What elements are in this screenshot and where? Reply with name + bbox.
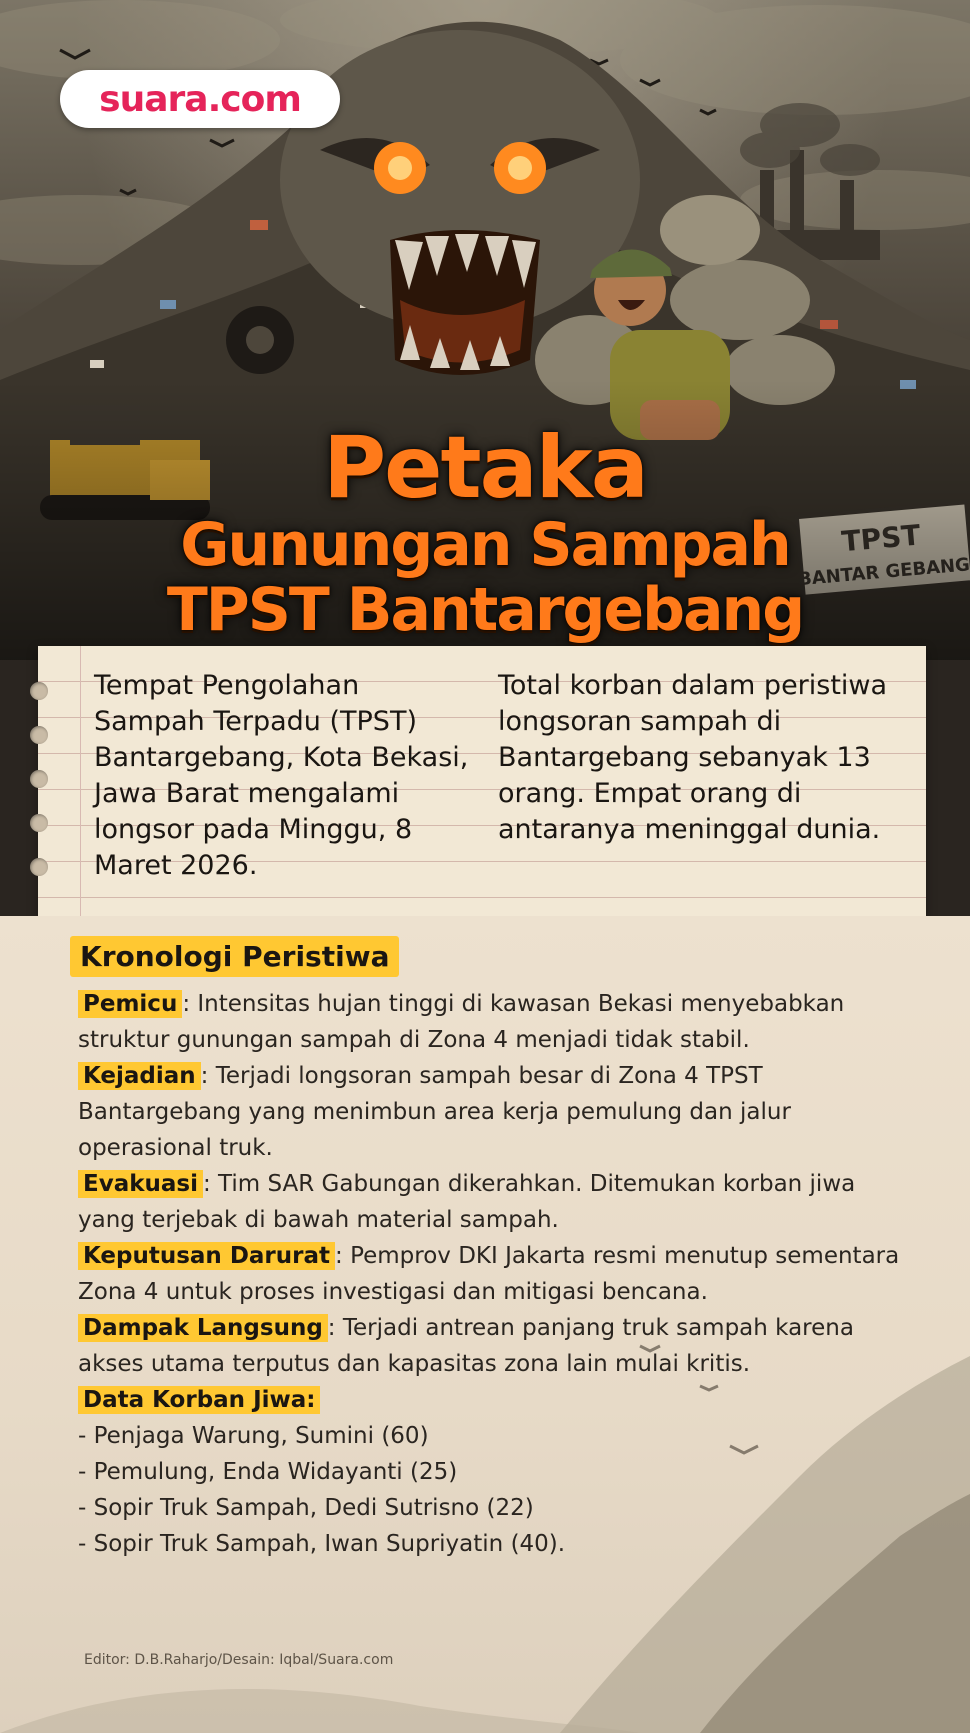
summary-right: Total korban dalam peristiwa longsoran sampah di Bantargebang sebanyak 13 orang. Empat orang di antaranya meninggal dunia. xyxy=(498,670,888,845)
summary-left: Tempat Pengolahan Sampah Terpadu (TPST) Bantargebang, Kota Bekasi, Jawa Barat mengalami longsor pada Minggu, 8 Maret 2026. xyxy=(94,670,469,881)
paper-margin-line xyxy=(80,646,81,916)
chronology-section xyxy=(0,916,970,1733)
item-text: : Intensitas hujan tinggi di kawasan Bekasi menyebabkan struktur gunungan sampah di Zona 4 menjadi tidak stabil. xyxy=(78,991,845,1053)
item-label: Dampak Langsung xyxy=(78,1314,328,1342)
item-text: : Pemprov DKI Jakarta resmi menutup sementara Zona 4 untuk proses investigasi dan mitigasi bencana. xyxy=(78,1243,900,1305)
hero-illustration xyxy=(0,0,970,660)
victims-heading-row xyxy=(78,1382,908,1418)
chronology-item-pemicu xyxy=(78,986,908,1058)
paper-hole xyxy=(30,682,48,700)
victim-item: - Pemulung, Enda Widayanti (25) xyxy=(78,1459,458,1485)
paper-hole xyxy=(30,858,48,876)
chronology-item-dampak-langsung xyxy=(78,1310,908,1382)
paper-hole xyxy=(30,726,48,744)
item-text: : Tim SAR Gabungan dikerahkan. Ditemukan korban jiwa yang terjebak di bawah material sampah. xyxy=(78,1171,856,1233)
chronology-list xyxy=(78,986,908,1562)
paper-hole xyxy=(30,814,48,832)
victim-item: - Sopir Truk Sampah, Iwan Supriyatin (40). xyxy=(78,1531,566,1557)
chronology-item-kejadian xyxy=(78,1058,908,1166)
item-text: : Terjadi antrean panjang truk sampah karena akses utama terputus dan kapasitas zona lain mulai kritis. xyxy=(78,1315,854,1377)
title-line1: Petaka xyxy=(323,418,647,518)
summary-paper xyxy=(38,646,926,916)
item-text: : Terjadi longsoran sampah besar di Zona 4 TPST Bantargebang yang menimbun area kerja pemulung dan jalur operasional truk. xyxy=(78,1063,791,1161)
logo-text: suara.com xyxy=(99,78,301,120)
item-label: Evakuasi xyxy=(78,1170,203,1198)
victim-item: - Sopir Truk Sampah, Dedi Sutrisno (22) xyxy=(78,1495,534,1521)
paper-hole xyxy=(30,770,48,788)
credit-text: Editor: D.B.Raharjo/Desain: Iqbal/Suara.com xyxy=(84,1652,394,1668)
victims-label: Data Korban Jiwa: xyxy=(78,1386,320,1414)
chronology-item-keputusan-darurat xyxy=(78,1238,908,1310)
victim-item: - Penjaga Warung, Sumini (60) xyxy=(78,1423,429,1449)
title-line3: TPST Bantargebang xyxy=(166,575,804,645)
title-line2: Gunungan Sampah xyxy=(180,510,790,580)
victims-list xyxy=(78,1418,908,1562)
item-label: Keputusan Darurat xyxy=(78,1242,335,1270)
chronology-item-evakuasi xyxy=(78,1166,908,1238)
item-label: Pemicu xyxy=(78,990,182,1018)
chronology-heading: Kronologi Peristiwa xyxy=(70,936,399,977)
suara-logo xyxy=(60,70,340,128)
item-label: Kejadian xyxy=(78,1062,201,1090)
